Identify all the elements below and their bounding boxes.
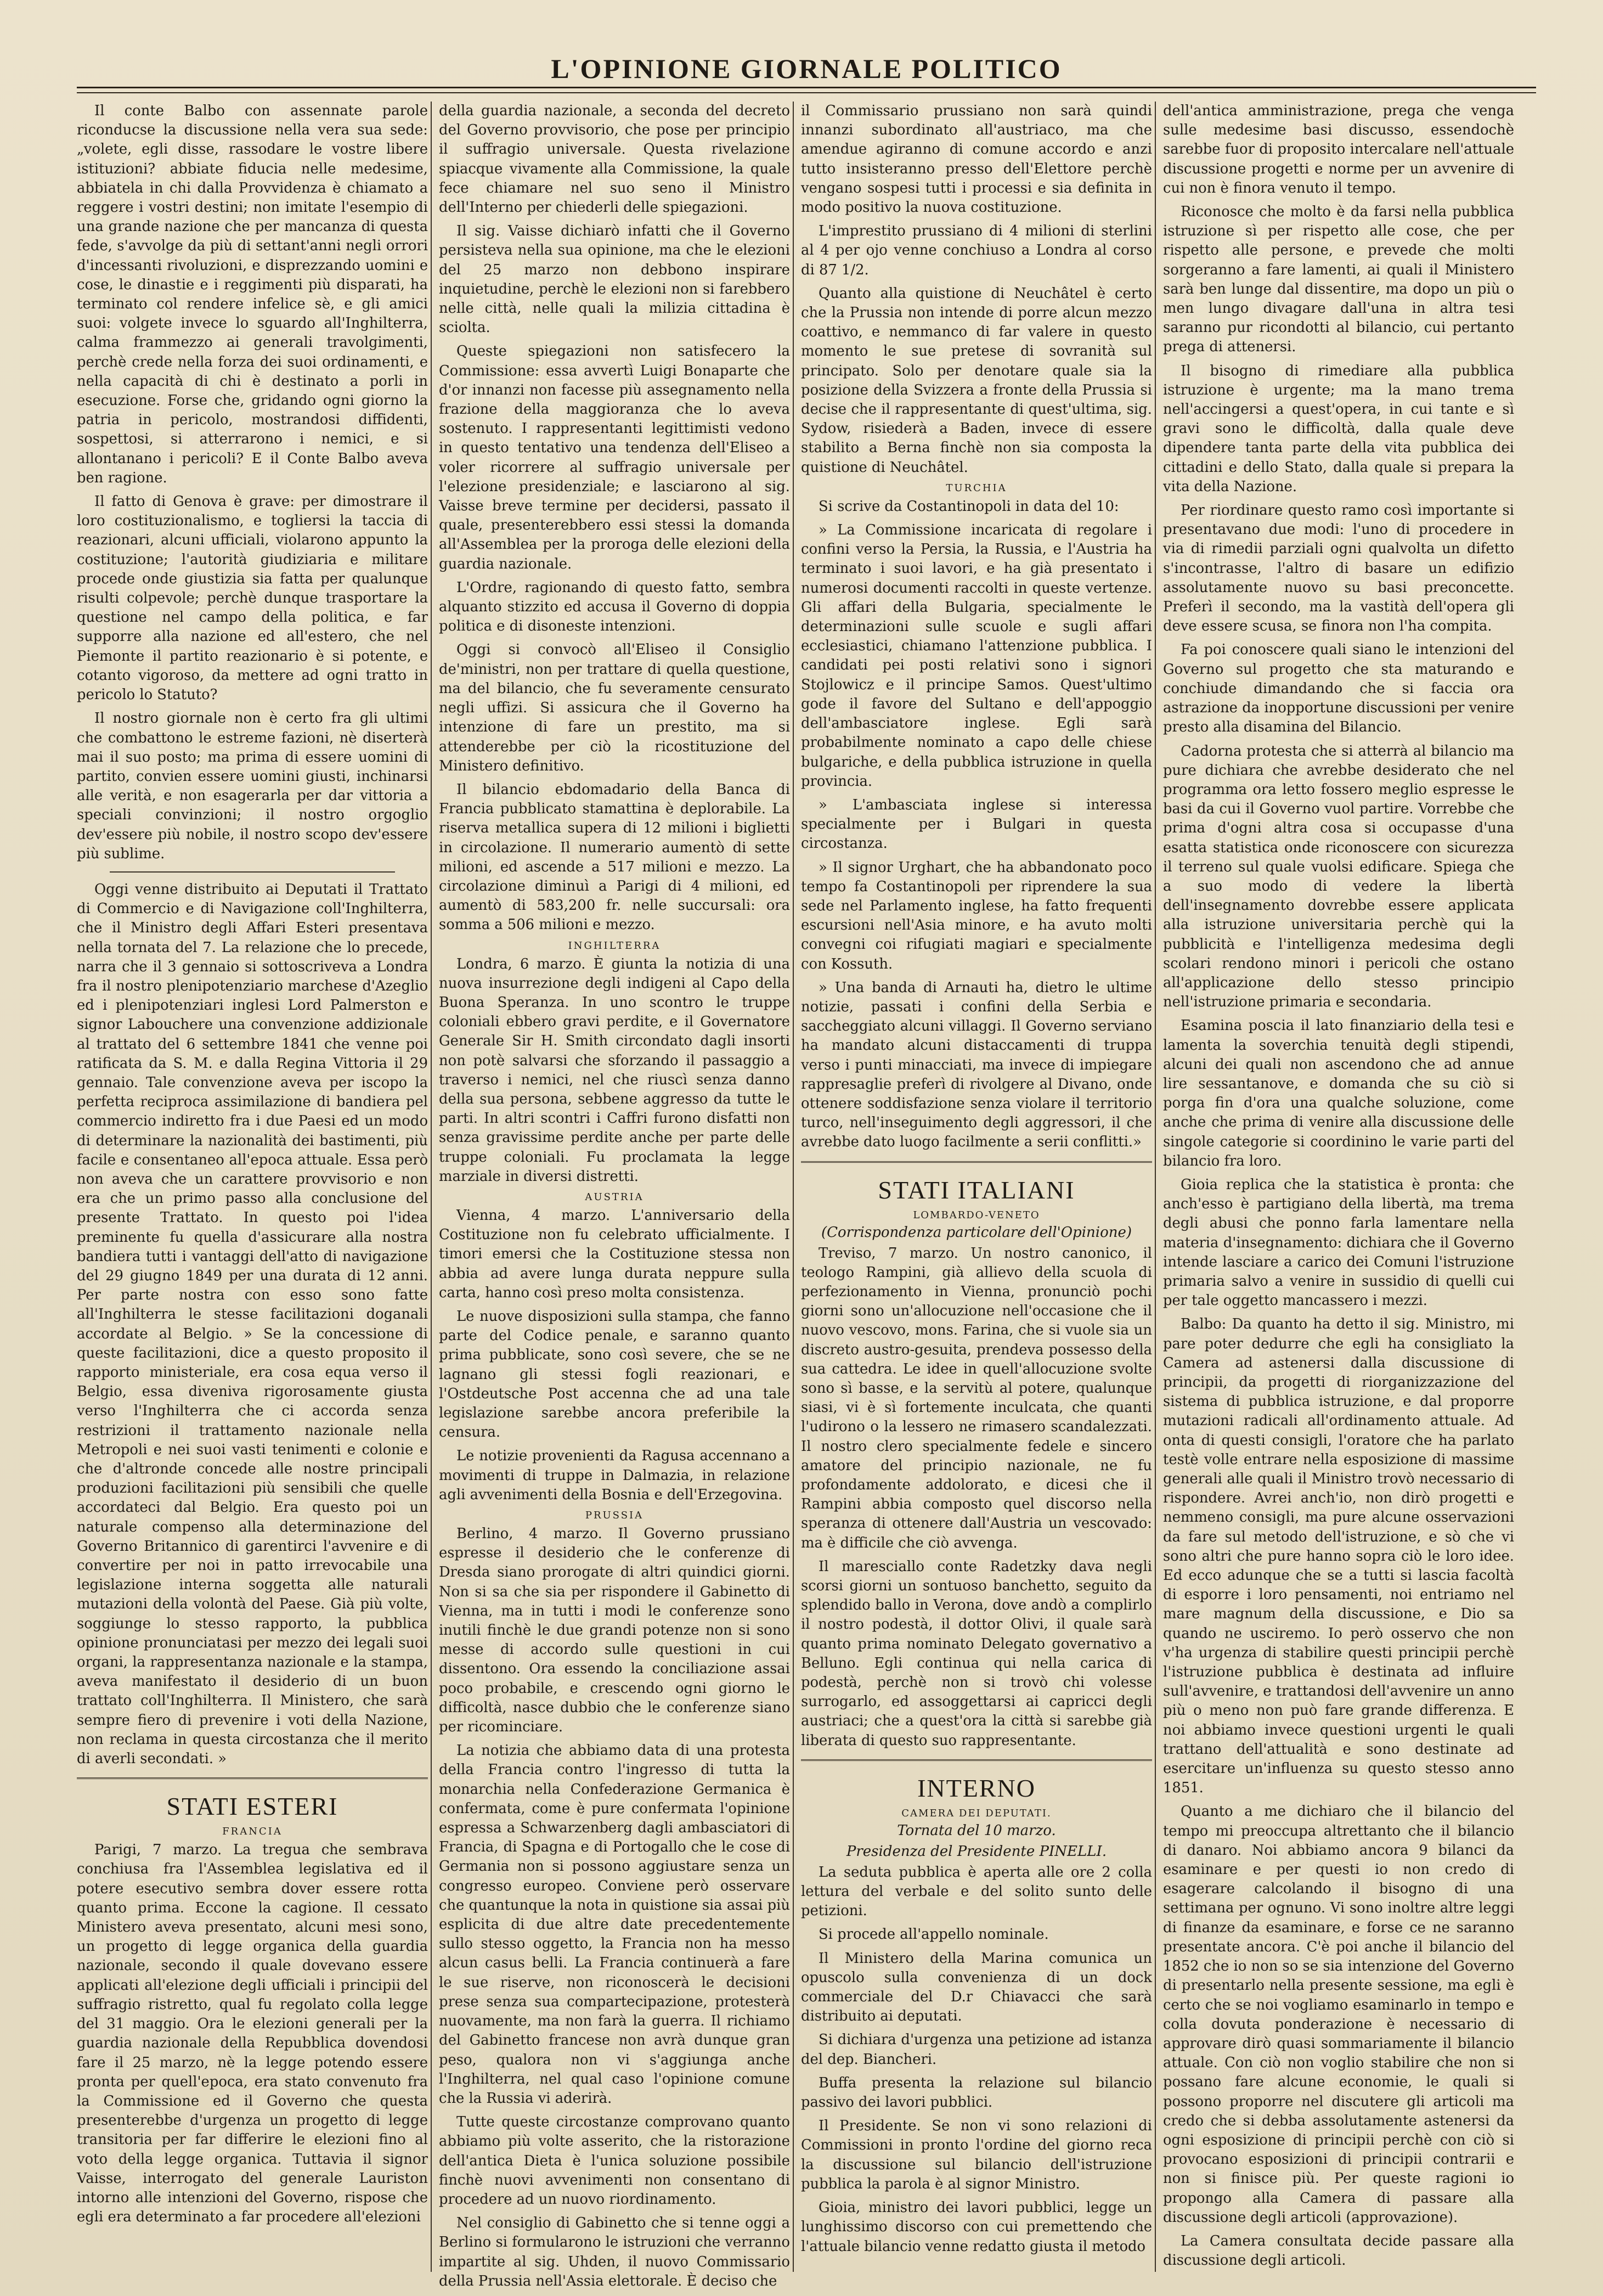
paragraph: Le nuove disposizioni sulla stampa, che fanno parte del Codice penale, e saranno quanto prima pubblicate, sono così severe, che se ne lagnano gli stessi fogli reazionari, e l'Ostdeutsche Post accenna che ad una tale legislazione sarebbe ancora preferibile la censura. (439, 1308, 790, 1441)
paragraph: Si dichiara d'urgenza una petizione ad istanza del dep. Biancheri. (801, 2031, 1152, 2068)
paragraph: » La Commissione incaricata di regolare i confini verso la Persia, la Russia, e l'Austria ha terminato i suoi lavori, e ha già presentato i numerosi documenti raccolti in queste vertenze. Gli affari della Bulgaria, specialmente le determinazioni sulle scuole e sugli affari ecclesiastici, chiamano l'attenzione pubblica. I candidati pei posti relativi sono i signori Stojlowicz e il principe Samos. Quest'ultimo gode il favore del Sultano e dell'appoggio dell'ambasciatore inglese. Egli sarà probabilmente nominato a capo delle chiese bulgariche, e della pubblica istruzione in quella provincia. (801, 522, 1152, 790)
chamber-heading: CAMERA DEI DEPUTATI. (901, 1807, 1052, 1819)
paragraph: Si procede all'appello nominale. (819, 1926, 1049, 1943)
paragraph: » Una banda di Arnauti ha, dietro le ultime notizie, passati i confini della Serbia e saccheggiato alcuni villaggi. Il Governo serviano ha mandato alcuni distaccamenti di truppa verso i punti minacciati, ma invece di impiegare rappresaglie preferì di rivolgere al Divano, onde ottenere soddisfazione senza violare il territorio turco, nell'inseguimento degli aggressori, il che avrebbe dato luogo facilmente a serii conflitti.» (801, 979, 1152, 1151)
paragraph: Vienna, 4 marzo. L'anniversario della Costituzione non fu celebrato ufficialmente. I timori emersi che la Costituzione stessa non abbia ad avere lunga durata neppure sulla carta, hanno così preso molta consistenza. (439, 1207, 790, 1301)
section-rule (801, 1759, 1152, 1763)
paragraph: La Camera consultata decide passare alla discussione degli articoli. (1163, 2232, 1514, 2269)
paragraph: Quanto alla quistione di Neuchâtel è certo che la Prussia non intende di porre alcun mezzo coattivo, e nemmanco di far valere in questo momento le sue pretese di sovranità sul principato. Solo per denotare quale sia la posizione della Svizzera a fronte della Prussia si decise che il rappresentante di quest'ultima, sig. Sydow, risiederà a Baden, invece di essere stabilito a Berna finchè non sia composta la quistione di Neuchâtel. (801, 285, 1152, 476)
column-divider (1155, 102, 1156, 2272)
paragraph: Il Presidente. Se non vi sono relazioni di Commissioni in pronto l'ordine del giorno reca la discussione sul bilancio dell'istruzione pubblica la parola è al signor Ministro. (801, 2118, 1152, 2192)
country-heading: INGHILTERRA (568, 939, 661, 952)
column-2 (439, 102, 790, 2289)
section-rule (77, 1777, 428, 1781)
correspondence-note: (Corrispondenza particolare dell'Opinione) (821, 1224, 1132, 1241)
region-heading: LOMBARDO-VENETO (913, 1209, 1040, 1221)
paragraph: della guardia nazionale, a seconda del decreto del Governo provvisorio, che pose per principio il suffragio universale. Questa rivelazione spiacque vivamente alla Commissione, la quale fece chiamare nel suo seno il Ministro dell'Interno per chiederli delle spiegazioni. (439, 103, 790, 216)
paragraph: Queste spiegazioni non satisfecero la Commissione: essa avvertì Luigi Bonaparte che d'or innanzi non facesse più assegnamento nella frazione della maggioranza che lo aveva sostenuto. I rappresentanti legittimisti vedono in questo tentativo una tendenza dell'Eliseo a voler ricorrere al suffragio universale per l'elezione presidenziale; e lasciarono al sig. Vaisse breve termine per decidersi, passato il quale, presenterebbero essi stessi la domanda all'Assemblea per la proroga delle elezioni della guardia nazionale. (439, 343, 790, 572)
masthead-rule (77, 87, 1536, 93)
paragraph: Il Ministero della Marina comunica un opuscolo sulla convenienza di un dock commerciale del D.r Chiavacci che sarà distribuito ai deputati. (801, 1950, 1152, 2025)
section-heading: INTERNO (917, 1774, 1036, 1802)
masthead (77, 49, 1536, 93)
column-divider (793, 102, 794, 2272)
paragraph: Berlino, 4 marzo. Il Governo prussiano espresse il desiderio che le conferenze di Dresda siano prorogate di altri quindici giorni. Non si sa che sia per rispondere il Gabinetto di Vienna, ma in tutti i modi le conferenze sono inutili finchè le due grandi potenze non si sono messe di accordo sulle questioni in cui dissentono. Ora essendo la conciliazione assai poco probabile, e crescendo ogni giorno le difficoltà, nasce dubbio che le conferenze siano per ricominciare. (439, 1526, 790, 1736)
paragraph: Le notizie provenienti da Ragusa accennano a movimenti di truppe in Dalmazia, in relazione agli avvenimenti della Bosnia e dell'Erzegovina. (439, 1448, 790, 1503)
country-heading: FRANCIA (222, 1826, 283, 1838)
paragraph: Il sig. Vaisse dichiarò infatti che il Governo persisteva nella sua opinione, ma che le elezioni del 25 marzo non debbono inspirare inquietudine, perchè le elezioni non si farebbero nelle città, nelle quali la milizia cittadina è sciolta. (439, 223, 790, 336)
paragraph: Il nostro giornale non è certo fra gli ultimi che combattono le estreme fazioni, nè diserterà mai il suo posto; ma prima di essere uomini di partito, convien essere uomini giusti, inchinarsi alle verità, e non esagerarla per dar vittoria a speciali convinzioni; il nostro orgoglio dev'essere più nobile, il nostro scopo dev'essere più sublime. (77, 710, 428, 862)
paragraph: Gioia replica che la statistica è pronta: che anch'esso è partigiano della libertà, ma trema degli abusi che ponno farla lamentare nella materia d'insegnamento: dichiara che il Governo intende lasciare a carico dei Comuni l'istruzione primaria salvo a venire in sussidio di quelli cui per tale oggetto mancassero i mezzi. (1163, 1176, 1514, 1309)
paragraph: Esamina poscia il lato finanziario della tesi e lamenta la soverchia tenuità degli stipendi, alcuni dei quali non ascendono che ad annue lire sessantanove, e domanda che su ciò si porga fin d'ora una qualche soluzione, come anche che prima di venire alla discussione delle singole categorie si coordinino le varie parti del bilancio fra loro. (1163, 1017, 1514, 1169)
paragraph: dell'antica amministrazione, prega che venga sulle medesime basi discusso, essendochè sarebbe fuor di proposito intercalare nell'attuale discussione progetti e norme per un avvenire di cui non è finora venuto il tempo. (1163, 103, 1514, 196)
paragraph: Quanto a me dichiaro che il bilancio del tempo mi preoccupa altrettanto che il bilancio di danaro. Noi abbiamo ancora 9 bilanci da esaminare e per questi io non credo di esagerare calcolando il bisogno di una settimana per ognuno. Vi sono inoltre altre leggi di finanze da esaminare, e forse ce ne saranno presentate ancora. C'è poi anche il bilancio del 1852 che io non so se sia intenzione del Governo di presentarlo nella presente sessione, ma egli è certo che se noi vogliamo esaminarlo in tempo e colla dovuta ponderazione è necessario di approvare dirò quasi sommariamente il bilancio attuale. Con ciò non voglio stabilire che non si possano fare alcune economie, le quali si possono proporre nel discutere gli articoli ma credo che si debba assolutamente astenersi da ogni esposizione di principii perchè con ciò si provocano esposizioni di principii contrarii e non si finisce più. Per queste ragioni io propongo alla Camera di passare alla discussione degli articoli (approvazione). (1163, 1803, 1514, 2226)
session-date: Tornata del 10 marzo. (897, 1822, 1056, 1839)
paragraph: » Il signor Urghart, che ha abbandonato poco tempo fa Costantinopoli per riprendere la sua sede nel Parlamento inglese, ha fatto frequenti escursioni nell'Asia minore, e ha avuto molti convegni coi rifugiati magiari e specialmente con Kossuth. (801, 859, 1152, 972)
paragraph: Nel consiglio di Gabinetto che si tenne oggi a Berlino si formularono le istruzioni che verranno impartite al sig. Uhden, il nuovo Commissario della Prussia nell'Assia elettorale. È deciso che (439, 2215, 790, 2289)
paragraph: » L'ambasciata inglese si interessa specialmente per i Bulgari in questa circostanza. (801, 796, 1152, 852)
paragraph: La seduta pubblica è aperta alle ore 2 colla lettura del verbale e del solito sunto delle petizioni. (801, 1864, 1152, 1920)
paragraph: Gioia, ministro dei lavori pubblici, legge un lunghissimo discorso con cui premettendo che l'attuale bilancio venne redatto giusta il metodo (801, 2199, 1152, 2255)
column-3 (801, 102, 1152, 2272)
paragraph: Oggi venne distribuito ai Deputati il Trattato di Commercio e di Navigazione coll'Inghilterra, che il Ministro degli Affari Esteri presentava nella tornata del 7. La relazione che lo precede, narra che il 3 gennaio si sottoscriveva a Londra fra il nostro plenipotenziario marchese d'Azeglio ed i plenipotenziari inglesi Lord Palmerston e signor Labouchere una convenzione addizionale al trattato del 6 settembre 1841 che venne poi ratificata da S. M. e dalla Regina Vittoria il 29 gennaio. Tale convenzione aveva per iscopo la perfetta reciproca assimilazione di bandiera pel commercio indiretto fra i due Paesi ed un modo di determinare la nazionalità dei bastimenti, più facile e consentaneo all'epoca attuale. Essa però non aveva che un carattere provvisorio e non era che un primo passo alla conclusione del presente Trattato. In questo poi l'idea preminente fu quella d'assicurare alla nostra bandiera tutti i vantaggi dell'atto di navigazione del 29 giugno 1849 per una durata di 12 anni. Per parte nostra con esso sono fatte all'Inghilterra le stesse facilitazioni doganali accordate al Belgio. » Se la concessione di queste facilitazioni, dice a questo proposito il rapporto ministeriale, era cosa equa verso il Belgio, essa diveniva rigorosamente giusta verso l'Inghilterra che ci accorda senza restrizioni il trattamento nazionale nella Metropoli e nei suoi vasti tenimenti e colonie e che d'altronde concede alle nostre principali produzioni facilitazioni più sensibili che quelle accordateci dal Belgio. Era questo poi un naturale compenso alla determinazione del Governo Britannico di garentirci l'avvenire e di convertire per noi in patto irrevocabile una legislazione interna soggetta alle naturali mutazioni della volontà del Paese. Già più volte, soggiunge lo stesso rapporto, la pubblica opinione pronunciatasi per mezzo dei legali suoi organi, la rappresentanza nazionale e la stampa, aveva manifestato il desiderio di un buon trattato coll'Inghilterra. Il Ministero, che sarà sempre fiero di prevenire i voti della Nazione, non reclama in questa circostanza che il merito di averli secondati. » (77, 881, 428, 1768)
country-heading: AUSTRIA (585, 1191, 644, 1203)
paragraph: Treviso, 7 marzo. Un nostro canonico, il teologo Rampini, già allievo della scuola di perfezionamento in Vienna, pronunciò pochi giorni sono un'allocuzione nell'occasione che il nuovo vescovo, mons. Farina, che si vuole sia un discreto austro-gesuita, prendeva possesso della sua cattedra. Le idee in quell'allocuzione svolte sono sì basse, e la servitù al potere, qualunque siasi, vi è sì fortemente inculcata, che quanti l'udirono o la lessero ne rimasero scandalezzati. Il nostro clero specialmente fedele e sincero amatore del principio nazionale, ne fu profondamente addolorato, e dicesi che il Rampini abbia composto quel discorso nella speranza di ottenere dall'Austria un vescovado: ma è difficile che ciò avvenga. (801, 1245, 1152, 1551)
column-4 (1163, 102, 1514, 2272)
section-heading: STATI ESTERI (166, 1792, 338, 1821)
paragraph: il Commissario prussiano non sarà quindi innanzi subordinato all'austriaco, ma che amendue agiranno di comune accordo e anzi tutto insisteranno presso dell'Elettore perchè vengano sospesi tutti i processi e sia definita in modo positivo la nuova costituzione. (801, 103, 1152, 216)
page-title: L'OPINIONE GIORNALE POLITICO (551, 53, 1062, 84)
paragraph: Il bisogno di rimediare alla pubblica istruzione è urgente; ma la mano trema nell'accingersi a quest'opera, in cui tante e sì gravi sono le difficoltà, dalla quale deve dipendere tanta parte della vita pubblica dei cittadini e dello Stato, dalla quale si prepara la vita della Nazione. (1163, 362, 1514, 495)
paragraph: Il fatto di Genova è grave: per dimostrare il loro costituzionalismo, e togliersi la taccia di reazionari, alcuni ufficiali, violarono appunto la costituzione; l'autorità giudiziaria e militare procede onde giustizia sia fatta per qualunque risulti colpevole; perchè dunque trasportare la questione nel campo della politica, e far supporre alla nazione ed all'estero, che nel Piemonte il partito reazionario è si potente, e cotanto vigoroso, da mettere ad ogni tratto in pericolo lo Statuto? (77, 493, 428, 704)
column-1 (77, 102, 428, 2272)
paragraph: La notizia che abbiamo data di una protesta della Francia contro l'ingresso di tutta la monarchia nella Confederazione Germanica è confermata, come è pure confermata l'opinione espressa a Schwarzenberg dagli ambasciatori di Francia, di Spagna e di Portogallo che le cose di Germania non si possono aggiustare senza un congresso europeo. Conviene però osservare che quantunque la nota in quistione sia assai più esplicita di due altre date precedentemente sullo stesso oggetto, la Francia non ha messo alcun casus belli. La Francia continuerà a fare le sue riserve, non riconoscerà le decisioni prese senza sua compartecipazione, protesterà nuovamente, ma non farà la guerra. Il richiamo del Gabinetto francese non avrà dunque gran peso, qualora non vi s'aggiunga anche l'Inghilterra, nel qual caso l'opinione comune che la Russia vi aderirà. (439, 1742, 790, 2107)
article-divider (110, 871, 395, 873)
paragraph: Il conte Balbo con assennate parole riconducse la discussione nella vera sua sede: „volete, egli disse, rassodare le vostre libere istituzioni? abbiate fiducia nelle medesime, abbiatela in chi dalla Provvidenza è chiamato a reggere i vostri destini; non imitate l'esempio di una grande nazione che per mancanza di questa fede, s'avvolge da più di settant'anni negli orrori d'incessanti rivoluzioni, e disprezzando uomini e cose, le dinastie e i reggimenti più disparati, ha terminato col rendere infelice sè, e gli amici suoi: volgete invece lo sguardo all'Inghilterra, calma frammezzo ai generali travolgimenti, perchè crede nella forza dei suoi ordinamenti, e nella capacità di chi è destinato a porli in esecuzione. Forse che, gridando ogni giorno la patria in pericolo, mostrandosi diffidenti, sospettosi, si atterrarono i nemici, e si allontanano i pericoli? E il Conte Balbo aveva ben ragione. (77, 103, 428, 486)
column-divider (431, 102, 432, 2272)
session-president: Presidenza del Presidente PINELLI. (846, 1843, 1107, 1860)
paragraph: Per riordinare questo ramo così importante si presentavano due modi: l'uno di procedere in via di rimedii parziali ogni qualvolta un difetto s'incontrasse, l'altro di basare un edifizio assolutamente nuovo su basi preconcette. Preferì il secondo, ma la vastità dell'opera gli deve essere scusa, se finora non l'ha compita. (1163, 502, 1514, 635)
paragraph: Il maresciallo conte Radetzky dava negli scorsi giorni un sontuoso banchetto, seguito da splendido ballo in Verona, dove andò a complirlo il nostro podestà, il dottor Olivi, il quale sarà quanto prima nominato Delegato governativo a Belluno. Egli continua qui nella carica di podestà, perchè non si trovò chi volesse surrogarlo, ed assoggettarsi ai capricci degli austriaci; che a quest'ora la città si sarebbe già liberata di questo suo rappresentante. (801, 1558, 1152, 1749)
section-heading: STATI ITALIANI (878, 1175, 1075, 1204)
paragraph: Parigi, 7 marzo. La tregua che sembrava conchiusa fra l'Assemblea legislativa ed il potere esecutivo sembra dover essere rotta quanto prima. Eccone la cagione. Il cessato Ministero aveva presentato, alcuni mesi sono, un progetto di legge organica della guardia nazionale, secondo il quale dovevano essere applicati all'elezione degli ufficiali i principii del suffragio ristretto, qual fu regolato colla legge del 31 maggio. Ora le elezioni generali per la guardia nazionale della Repubblica dovendosi fare il 25 marzo, nè la legge potendo essere pronta per quell'epoca, era stato convenuto fra la Commissione ed il Governo che questa presenterebbe d'urgenza un progetto di legge transitoria per far differire le elezioni fino al voto della legge organica. Tuttavia il signor Vaisse, interrogato del generale Lauriston intorno alle intenzioni del Governo, rispose che egli era determinato a far procedere all'elezioni (77, 1842, 428, 2226)
section-rule (801, 1161, 1152, 1165)
paragraph: L'imprestito prussiano di 4 milioni di sterlini al 4 per ojo venne conchiuso a Londra al corso di 87 1/2. (801, 223, 1152, 278)
paragraph: Buffa presenta la relazione sul bilancio passivo dei lavori pubblici. (801, 2074, 1152, 2111)
paragraph: Riconosce che molto è da farsi nella pubblica istruzione sì per rispetto alle cose, che per rispetto alle persone, e prevede che molti sorgeranno a fare lamenti, ai quali il Ministero sarà ben lunge dal dissentire, ma dopo un più o men lungo divagare dall'una in altra tesi saranno pur ricondotti al bilancio, cui pertanto prega di attenersi. (1163, 204, 1514, 356)
country-heading: TURCHIA (946, 482, 1007, 494)
paragraph: Cadorna protesta che si atterrà al bilancio ma pure dichiara che avrebbe desiderato che nel programma ora letto fossero meglio espresse le basi da cui il Governo vuol partire. Vorrebbe che prima d'ogni altra cosa si occupasse d'una esatta statistica onde riconoscere con sicurezza il terreno sul quale vuolsi edificare. Spiega che a suo modo di vedere la libertà dell'insegnamento dovrebbe essere applicata alla istruzione universitaria perchè qui la pubblicità e l'intelligenza medesima degli scolari rendono minori i pericoli che ostano all'applicazione dello stesso principio nell'istruzione primaria e secondaria. (1163, 742, 1514, 1011)
paragraph: Oggi si convocò all'Eliseo il Consiglio de'ministri, non per trattare di quella questione, ma del bilancio, che fu severamente censurato negli uffizi. Si assicura che il Governo ha intenzione di fare un prestito, ma si attenderebbe per ciò la ricostituzione del Ministero definitivo. (439, 641, 790, 774)
paragraph: Il bilancio ebdomadario della Banca di Francia pubblicato stamattina è deplorabile. La riserva metallica supera di 12 milioni i biglietti in circolazione. Il numerario aumentò di sette milioni, ed ascende a 517 milioni e mezzo. La circolazione diminuì a Parigi di 4 milioni, ed aumentò di 583,200 fr. nelle succursali: ora somma a 506 milioni e mezzo. (439, 781, 790, 933)
paragraph: Tutte queste circostanze comprovano quanto abbiamo più volte asserito, che la ristorazione dell'antica Dieta è l'unica soluzione possibile finchè nuovi avvenimenti non consentano di procedere ad un nuovo riordinamento. (439, 2114, 790, 2208)
paragraph: Balbo: Da quanto ha detto il sig. Ministro, mi pare poter dedurre che egli ha consigliato la Camera ad astenersi dalla discussione di principii, da progetti di riorganizzazione del sistema di pubblica istruzione, e dal proporre mutazioni radicali all'ordinamento attuale. Ad onta di questi consigli, l'oratore che ha parlato testè volle entrare nella esposizione di massime generali alle quali il Ministro trovò necessario di rispondere. Avrei anch'io, non dirò progetti e nemmeno consigli, ma pure alcune osservazioni da fare sul metodo dell'istruzione, e sò che vi sono altri che pure hanno sopra ciò le loro idee. Ed ecco adunque che se a tutti si lascia facoltà di esporre i loro pensamenti, noi entriamo nel mare magnum della discussione, e Dio sa quando ne usciremo. Io però osservo che non v'ha urgenza di stabilire questi principii perchè l'istruzione pubblica è destinata ad influire sull'avvenire, e trattandosi dell'avvenire un anno più o meno non può fare grande differenza. E noi abbiamo invece questioni urgenti le quali trattano dell'attualità e sono destinate ad esercitare un'influenza su questo stesso anno 1851. (1163, 1316, 1514, 1797)
paragraph: Fa poi conoscere quali siano le intenzioni del Governo sul progetto che sta maturando e conchiude dimandando che si faccia ora astrazione da inopportune discussioni per venire presto alla disamina del Bilancio. (1163, 641, 1514, 736)
paragraph: L'Ordre, ragionando di questo fatto, sembra alquanto stizzito ed accusa il Governo di doppia politica e di disoneste intenzioni. (439, 579, 790, 635)
paragraph: Londra, 6 marzo. È giunta la notizia di una nuova insurrezione degli indigeni al Capo della Buona Speranza. In uno scontro le truppe coloniali ebbero gravi perdite, e il Governatore Generale Sir H. Smith circondato dagli insorti non potè salvarsi che sforzando il passaggio a traverso i nemici, nel che riuscì senza danno della sua persona, sebbene aggresso da tutte le parti. In altri scontri i Caffri furono disfatti non senza gravissime perdite anche per parte delle truppe coloniali. Fu proclamata la legge marziale in diversi distretti. (439, 955, 790, 1185)
country-heading: PRUSSIA (585, 1510, 644, 1522)
paragraph: Si scrive da Costantinopoli in data del 10: (819, 498, 1119, 515)
